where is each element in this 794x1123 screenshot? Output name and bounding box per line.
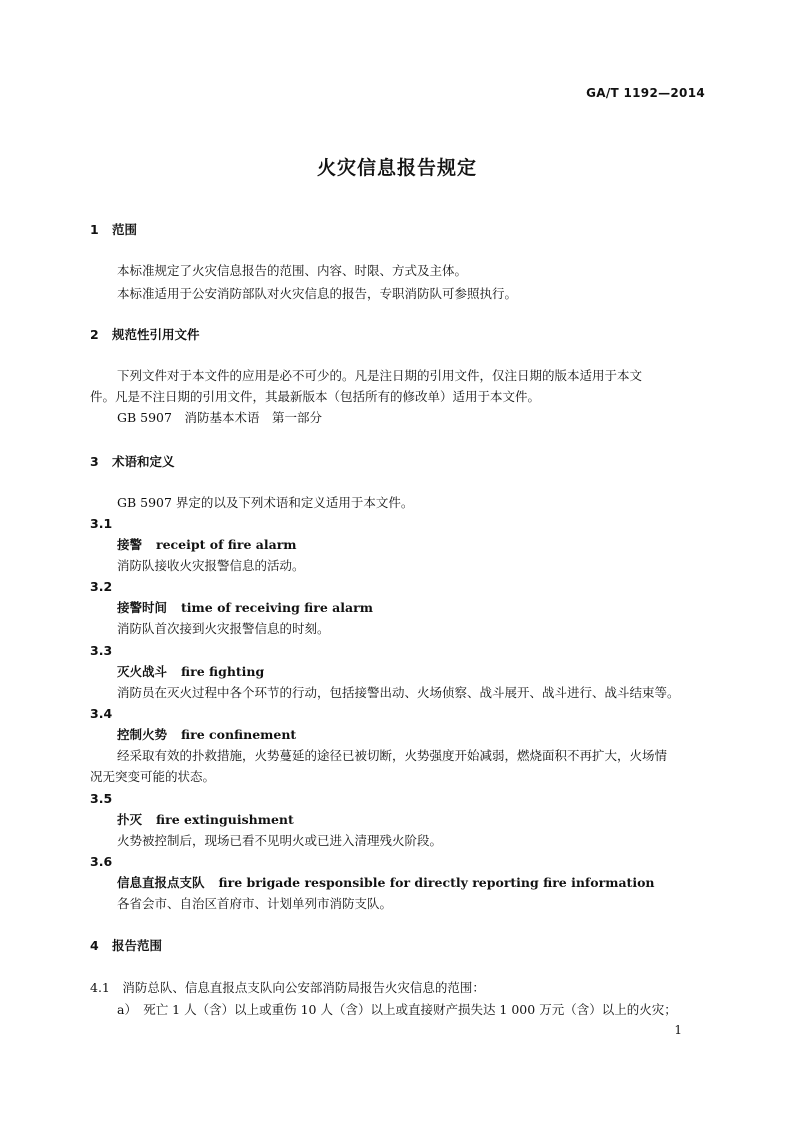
section-heading-1: 1 范围 (90, 222, 138, 237)
term-number: 3.3 (90, 643, 113, 658)
term-definition: 火势被控制后，现场已看不见明火或已进入清理残火阶段。 (117, 833, 443, 848)
term-number: 3.4 (90, 706, 113, 721)
document-title: 火灾信息报告规定 (316, 157, 477, 179)
section-heading-4: 4 报告范围 (90, 938, 163, 953)
term-heading: 信息直报点支队 fire brigade responsible for directly reporting fire information (117, 875, 655, 890)
refs-paragraph-line-2: 件。凡是不注日期的引用文件，其最新版本（包括所有的修改单）适用于本文件。 (90, 389, 541, 404)
range-item-a: a） 死亡 1 人（含）以上或重伤 10 人（含）以上或直接财产损失达 1 000 万元（含）以上的火灾； (117, 1002, 677, 1017)
scope-paragraph-1: 本标准规定了火灾信息报告的范围、内容、时限、方式及主体。 (117, 263, 468, 278)
term-heading: 控制火势 fire confinement (117, 727, 297, 742)
term-definition-line-1: 经采取有效的扑救措施，火势蔓延的途径已被切断，火势强度开始减弱，燃烧面积不再扩大，火场情 (117, 748, 668, 763)
term-heading: 接警时间 time of receiving fire alarm (117, 600, 373, 615)
term-definition: 消防队接收火灾报警信息的活动。 (117, 558, 305, 573)
term-heading: 灭火战斗 fire fighting (117, 664, 265, 679)
term-number: 3.6 (90, 854, 113, 869)
standard-code: GA/T 1192—2014 (586, 86, 705, 100)
term-heading: 接警 receipt of fire alarm (117, 537, 297, 552)
term-definition: 各省会市、自治区首府市、计划单列市消防支队。 (117, 896, 393, 911)
page-number: 1 (674, 1023, 682, 1037)
term-definition: 消防员在灭火过程中各个环节的行动，包括接警出动、火场侦察、战斗展开、战斗进行、战斗结束等。 (117, 685, 680, 700)
term-heading: 扑灭 fire extinguishment (117, 812, 294, 827)
term-number: 3.2 (90, 579, 113, 594)
scope-paragraph-2: 本标准适用于公安消防部队对火灾信息的报告，专职消防队可参照执行。 (117, 286, 518, 301)
terms-intro: GB 5907 界定的以及下列术语和定义适用于本文件。 (117, 495, 414, 510)
term-definition-line-2: 况无突变可能的状态。 (90, 769, 216, 784)
term-number: 3.5 (90, 791, 113, 806)
range-paragraph-4-1: 4.1 消防总队、信息直报点支队向公安部消防局报告火灾信息的范围： (90, 980, 485, 995)
term-number: 3.1 (90, 516, 113, 531)
refs-item: GB 5907 消防基本术语 第一部分 (117, 410, 322, 425)
term-definition: 消防队首次接到火灾报警信息的时刻。 (117, 621, 330, 636)
refs-paragraph-line-1: 下列文件对于本文件的应用是必不可少的。凡是注日期的引用文件，仅注日期的版本适用于本文 (117, 368, 643, 383)
section-heading-2: 2 规范性引用文件 (90, 327, 200, 342)
section-heading-3: 3 术语和定义 (90, 454, 175, 469)
